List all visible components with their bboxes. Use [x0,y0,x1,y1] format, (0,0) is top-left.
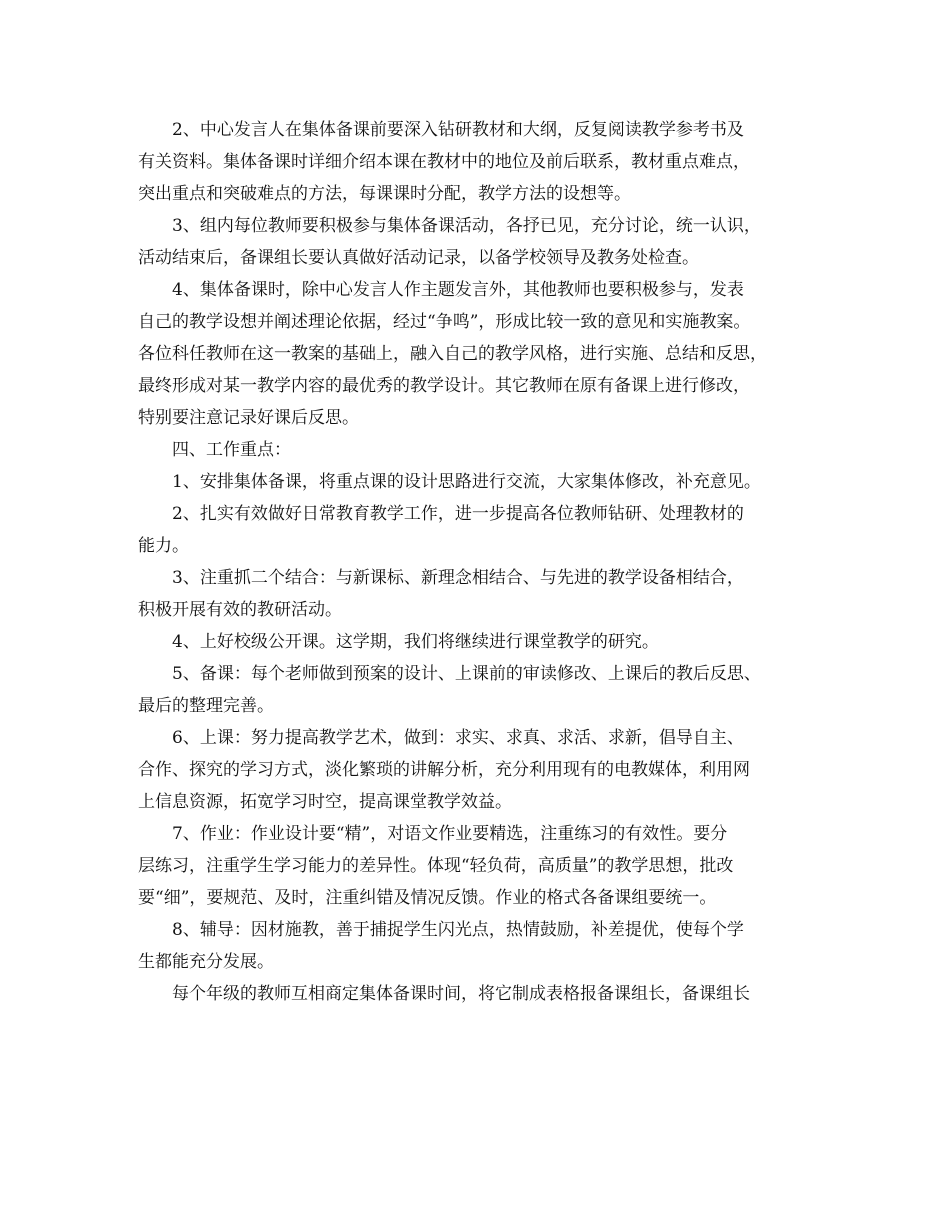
text-line: 最后的整理完善。 [138,696,274,716]
text-line: 层练习，注重学生学习能力的差异性。体现“轻负荷，高质量”的教学思想，批改 [138,856,734,876]
text-line: 合作、探究的学习方式，淡化繁琐的讲解分析，充分利用现有的电教媒体，利用网 [138,760,750,780]
text-line: 生都能充分发展。 [138,952,274,972]
text-line: 特别要注意记录好课后反思。 [138,408,359,428]
text-line: 积极开展有效的教研活动。 [138,600,342,620]
text-line: 4、上好校级公开课。这学期，我们将继续进行课堂教学的研究。 [172,632,659,652]
text-line: 3、组内每位教师要积极参与集体备课活动，各抒已见，充分讨论，统一认识， [172,216,761,236]
text-line: 自己的教学设想并阐述理论依据，经过“争鸣”，形成比较一致的意见和实施教案。 [138,312,751,332]
text-line: 突出重点和突破难点的方法，每课课时分配，教学方法的设想等。 [138,184,631,204]
text-line: 活动结束后，备课组长要认真做好活动记录，以备学校领导及教务处检查。 [138,248,699,268]
text-line: 每个年级的教师互相商定集体备课时间，将它制成表格报备课组长，备课组长 [172,984,750,1004]
text-line: 上信息资源，拓宽学习时空，提高课堂教学效益。 [138,792,512,812]
text-line: 2、扎实有效做好日常教育教学工作，进一步提高各位教师钻研、处理教材的 [172,504,744,524]
text-line: 6、上课：努力提高教学艺术，做到：求实、求真、求活、求新，倡导自主、 [172,728,744,748]
text-line: 5、备课：每个老师做到预案的设计、上课前的审读修改、上课后的教后反思、 [172,664,761,684]
text-line: 最终形成对某一教学内容的最优秀的教学设计。其它教师在原有备课上进行修改， [138,376,750,396]
text-line: 2、中心发言人在集体备课前要深入钻研教材和大纲，反复阅读教学参考书及 [172,120,744,140]
text-line: 能力。 [138,536,189,556]
text-line: 要“细”，要规范、及时，注重纠错及情况反馈。作业的格式各备课组要统一。 [138,888,717,908]
text-line: 8、辅导：因材施教，善于捕捉学生闪光点，热情鼓励，补差提优，使每个学 [172,920,744,940]
text-line: 各位科任教师在这一教案的基础上，融入自己的教学风格，进行实施、总结和反思， [138,344,767,364]
text-line: 有关资料。集体备课时详细介绍本课在教材中的地位及前后联系，教材重点难点， [138,152,750,172]
text-line: 7、作业：作业设计要“精”，对语文作业要精选，注重练习的有效性。要分 [172,824,728,844]
text-line: 1、安排集体备课，将重点课的设计思路进行交流，大家集体修改，补充意见。 [172,472,761,492]
text-line: 四、工作重点： [172,440,291,460]
text-line: 3、注重抓二个结合：与新课标、新理念相结合、与先进的教学设备相结合， [172,568,744,588]
text-line: 4、集体备课时，除中心发言人作主题发言外，其他教师也要积极参与，发表 [172,280,744,300]
document-body [138,114,818,1010]
